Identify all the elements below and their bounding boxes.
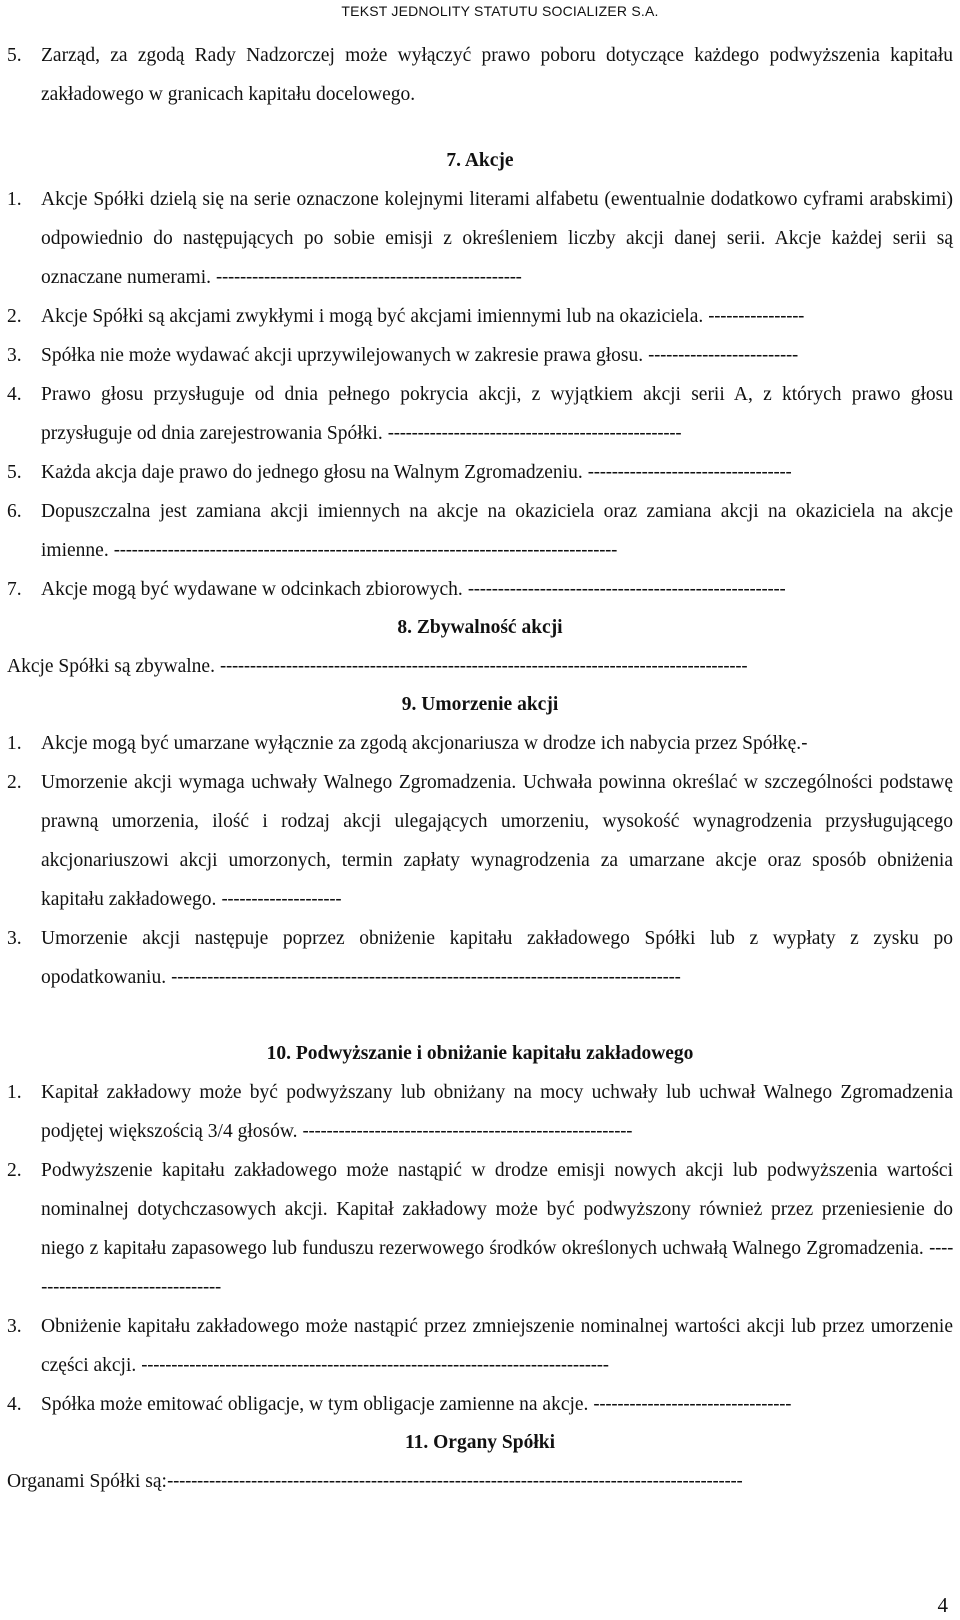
item-text: Akcje Spółki dzielą się na serie oznaczone kolejnymi literami alfabetu (ewentualnie dodatkowo cyframi arabskimi) odpowiednio do następujących po sobie emisji z określeniem liczby akcji danej serii. Akcje każdej serii są oznaczane numerami. <box>41 189 953 288</box>
item-number: 3. <box>7 345 22 366</box>
paragraph-item <box>7 375 953 453</box>
dash-filler: ------------------------------------------------------------------------------------ <box>113 539 618 561</box>
section-heading: 11. Organy Spółki <box>404 1432 556 1453</box>
document-header: TEKST JEDNOLITY STATUTU SOCIALIZER S.A. <box>341 3 659 19</box>
dash-filler: --------------------------------------------------- <box>215 266 522 288</box>
plain-text: Organami Spółki są: <box>7 1471 167 1492</box>
item-number: 2. <box>7 1160 22 1181</box>
section-heading: 9. Umorzenie akcji <box>401 694 559 715</box>
dash-filler: - <box>801 732 808 754</box>
page-number: 4 <box>937 1593 948 1617</box>
dash-filler: ---------------------------------- <box>587 461 792 483</box>
item-number: 4. <box>7 384 22 405</box>
dash-filler: ------------------------------------------------------------------------------ <box>141 1354 609 1376</box>
item-number: 5. <box>7 462 22 483</box>
dash-filler: ---------------------------------- <box>41 1237 954 1298</box>
paragraph-item <box>7 453 953 492</box>
section-heading: 10. Podwyższanie i obniżanie kapitału zakładowego <box>266 1043 694 1064</box>
paragraph-item <box>7 336 953 375</box>
dash-filler: ----------------------------------------------------- <box>467 578 786 600</box>
paragraph-item <box>7 919 953 997</box>
paragraph-item <box>7 1073 953 1151</box>
document-body <box>7 36 953 1501</box>
paragraph-item <box>7 1385 953 1424</box>
paragraph-item <box>7 180 953 297</box>
item-text: Akcje mogą być umarzane wyłącznie za zgodą akcjonariusza w drodze ich nabycia przez Spółkę. <box>41 733 802 754</box>
item-number: 2. <box>7 772 22 793</box>
item-text: Spółka nie może wydawać akcji uprzywilejowanych w zakresie prawa głosu. <box>41 345 644 366</box>
item-text: Spółka może emitować obligacje, w tym obligacje zamienne na akcje. <box>41 1394 589 1415</box>
dash-filler: --------------------------------- <box>593 1393 792 1415</box>
paragraph-item <box>7 570 953 609</box>
item-number: 5. <box>7 45 22 66</box>
paragraph-plain <box>7 1462 953 1501</box>
dash-filler: ------------------------------------------------------------------------------------- <box>170 966 681 988</box>
item-number: 1. <box>7 189 22 210</box>
paragraph-item <box>7 36 953 114</box>
plain-text: Akcje Spółki są zbywalne. <box>7 656 215 677</box>
paragraph-plain <box>7 647 953 686</box>
paragraph-item <box>7 492 953 570</box>
item-number: 4. <box>7 1394 22 1415</box>
item-text: Kapitał zakładowy może być podwyższany lub obniżany na mocy uchwały lub uchwał Walnego Zgromadzenia podjętej większością 3/4 głosów. <box>41 1082 953 1142</box>
item-number: 7. <box>7 579 22 600</box>
item-text: Obniżenie kapitału zakładowego może nastąpić przez zmniejszenie nominalnej wartości akcji lub przez umorzenie części akcji. <box>41 1316 953 1376</box>
dash-filler: ------------------------------------------------------------------------------------------------ <box>166 1470 743 1492</box>
dash-filler: ---------------- <box>708 305 805 327</box>
item-text: Każda akcja daje prawo do jednego głosu na Walnym Zgromadzeniu. <box>41 462 583 483</box>
dash-filler: ---------------------------------------------------------------------------------------- <box>219 655 748 677</box>
item-number: 6. <box>7 501 22 522</box>
section-heading: 8. Zbywalność akcji <box>397 617 563 638</box>
dash-filler: ------------------------------------------------- <box>387 422 682 444</box>
item-text: Akcje mogą być wydawane w odcinkach zbiorowych. <box>41 579 463 600</box>
paragraph-item <box>7 1307 953 1385</box>
item-text: Prawo głosu przysługuje od dnia pełnego pokrycia akcji, z wyjątkiem akcji serii A, z których prawo głosu przysługuje od dnia zarejestrowania Spółki. <box>41 384 953 444</box>
section-heading: 7. Akcje <box>446 150 514 171</box>
item-text: Podwyższenie kapitału zakładowego może nastąpić w drodze emisji nowych akcji lub podwyższenia wartości nominalnej dotychczasowych akcji. Kapitał zakładowy może być podwyższony również przez przeniesienie do niego z kapitału zapasowego lub funduszu rezerwowego środków określonych uchwałą Walnego Zgromadzenia. <box>41 1160 953 1259</box>
item-number: 3. <box>7 928 22 949</box>
dash-filler: ------------------------------------------------------- <box>302 1120 633 1142</box>
item-text: Umorzenie akcji następuje poprzez obniżenie kapitału zakładowego Spółki lub z wypłaty z zysku po opodatkowaniu. <box>41 928 953 988</box>
item-number: 2. <box>7 306 22 327</box>
item-text: Dopuszczalna jest zamiana akcji imiennych na akcje na okaziciela oraz zamiana akcji na okaziciela na akcje imienne. <box>41 501 953 561</box>
item-number: 1. <box>7 733 22 754</box>
paragraph-item <box>7 763 953 919</box>
dash-filler: ------------------------- <box>648 344 798 366</box>
item-text: Zarząd, za zgodą Rady Nadzorczej może wyłączyć prawo poboru dotyczące każdego podwyższenia kapitału zakładowego w granicach kapitału docelowego. <box>41 45 953 105</box>
item-number: 1. <box>7 1082 22 1103</box>
paragraph-item <box>7 724 953 763</box>
item-number: 3. <box>7 1316 22 1337</box>
paragraph-item <box>7 297 953 336</box>
item-text: Umorzenie akcji wymaga uchwały Walnego Zgromadzenia. Uchwała powinna określać w szczególności podstawę prawną umorzenia, ilość i rodzaj akcji ulegających umorzeniu, wysokość wynagrodzenia przysługującego akcjonariuszowi akcji umorzonych, termin zapłaty wynagrodzenia za umarzane akcje oraz sposób obniżenia kapitału zakładowego. <box>41 772 953 910</box>
item-text: Akcje Spółki są akcjami zwykłymi i mogą być akcjami imiennymi lub na okaziciela. <box>41 306 704 327</box>
paragraph-item <box>7 1151 953 1307</box>
dash-filler: -------------------- <box>221 888 342 910</box>
